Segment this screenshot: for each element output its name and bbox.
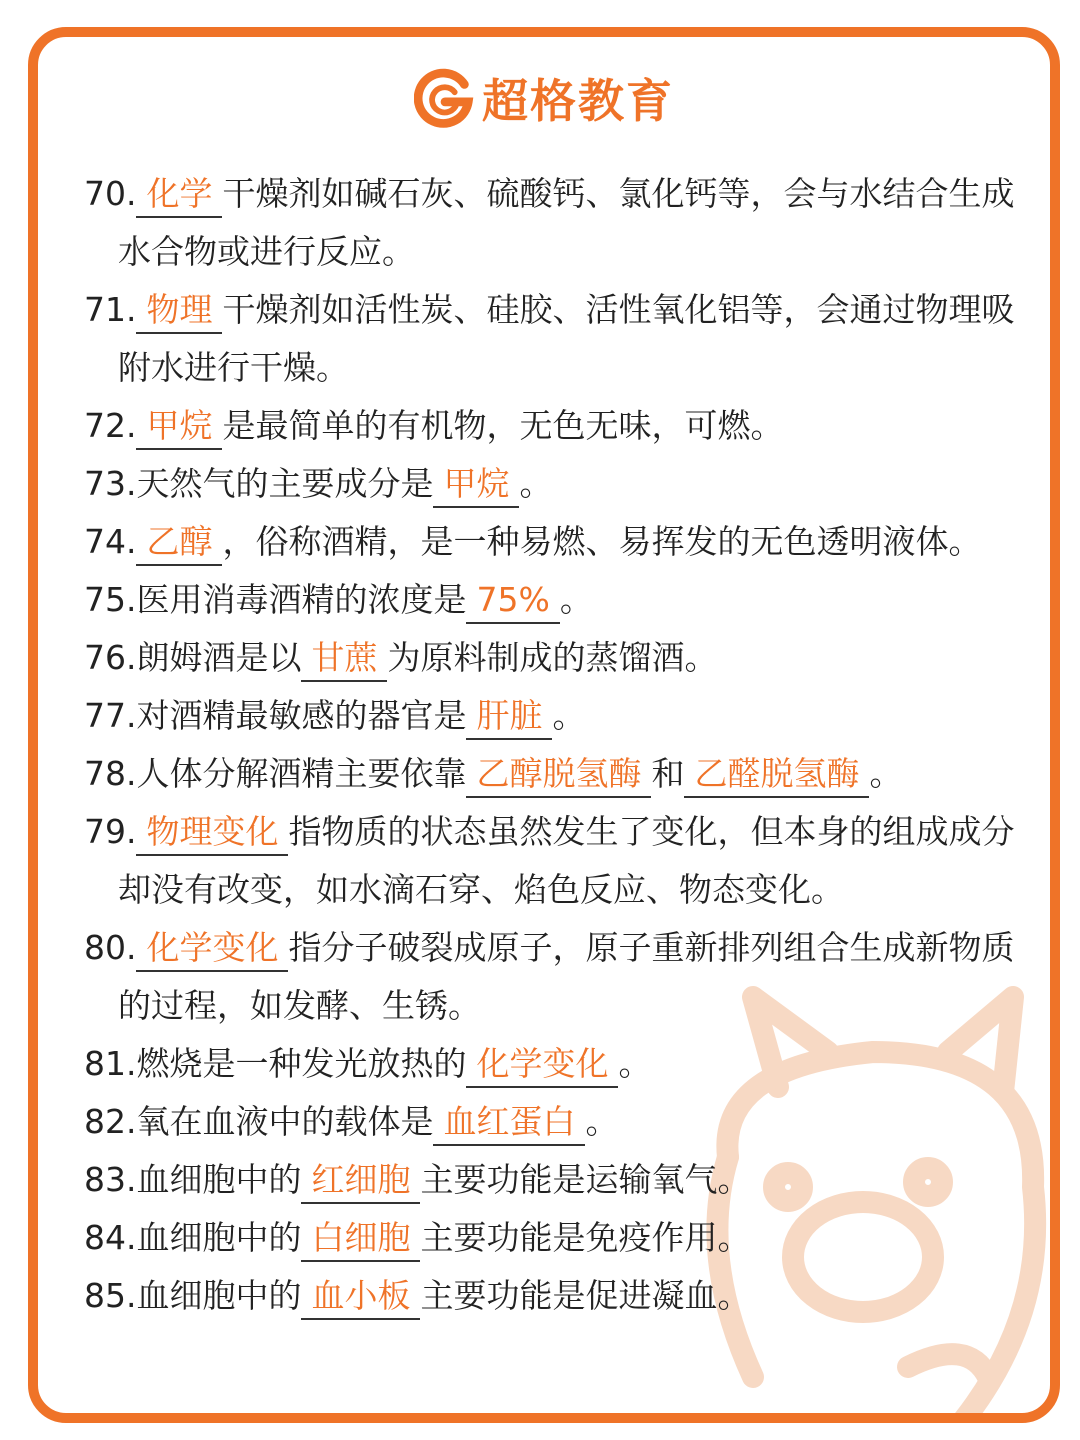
item-text: 医用消毒酒精的浓度是 — [136, 580, 467, 619]
item-text: 朗姆酒是以 — [136, 638, 302, 677]
item-text: ，俗称酒精，是一种易燃、易挥发的无色透明液体。 — [222, 522, 982, 561]
item-text: 。 — [559, 580, 593, 619]
item-text: 天然气的主要成分是 — [136, 464, 434, 503]
item-text: 干燥剂如活性炭、硅胶、活性氧化铝等，会通过物理吸附水进行干燥。 — [118, 290, 1015, 387]
list-item — [84, 1035, 1022, 1093]
answer-blank: 乙醇 — [136, 520, 222, 566]
answer-blank: 乙醛脱氢酶 — [684, 752, 869, 798]
brand-logo — [38, 65, 1050, 131]
answer-blank: 物理 — [136, 288, 222, 334]
item-number: 72. — [84, 406, 137, 445]
item-number: 82. — [84, 1102, 137, 1141]
list-item — [84, 919, 1022, 1035]
item-number: 83. — [84, 1160, 137, 1199]
answer-blank: 甲烷 — [433, 462, 519, 508]
list-item — [84, 397, 1022, 455]
list-item — [84, 1267, 1022, 1325]
list-item — [84, 281, 1022, 397]
item-number: 71. — [84, 290, 137, 329]
item-text: 对酒精最敏感的器官是 — [136, 696, 467, 735]
list-item — [84, 1093, 1022, 1151]
item-number: 77. — [84, 696, 137, 735]
item-text: 主要功能是促进凝血。 — [420, 1276, 751, 1315]
item-number: 79. — [84, 812, 137, 851]
answer-blank: 甘蔗 — [301, 636, 387, 682]
answer-blank: 75% — [466, 578, 559, 624]
answer-blank: 血小板 — [301, 1274, 420, 1320]
list-item — [84, 1209, 1022, 1267]
answer-blank: 乙醇脱氢酶 — [466, 752, 651, 798]
item-text: 主要功能是运输氧气。 — [420, 1160, 751, 1199]
answer-blank: 肝脏 — [466, 694, 552, 740]
list-item — [84, 1151, 1022, 1209]
item-text: 。 — [585, 1102, 619, 1141]
item-number: 73. — [84, 464, 137, 503]
answer-blank: 血红蛋白 — [433, 1100, 585, 1146]
item-text: 干燥剂如碱石灰、硫酸钙、氯化钙等，会与水结合生成水合物或进行反应。 — [118, 174, 1015, 271]
item-text: 为原料制成的蒸馏酒。 — [387, 638, 718, 677]
answer-blank: 甲烷 — [136, 404, 222, 450]
item-text: 。 — [552, 696, 586, 735]
item-number: 81. — [84, 1044, 137, 1083]
list-item — [84, 687, 1022, 745]
list-item — [84, 803, 1022, 919]
list-item — [84, 165, 1022, 281]
answer-blank: 白细胞 — [301, 1216, 420, 1262]
item-text: 血细胞中的 — [136, 1160, 302, 1199]
item-text: 是最简单的有机物，无色无味，可燃。 — [222, 406, 784, 445]
question-list — [38, 165, 1050, 1325]
item-number: 85. — [84, 1276, 137, 1315]
answer-blank: 化学变化 — [136, 926, 288, 972]
item-number: 84. — [84, 1218, 137, 1257]
answer-blank: 化学变化 — [466, 1042, 618, 1088]
item-text: 氧在血液中的载体是 — [136, 1102, 434, 1141]
list-item — [84, 513, 1022, 571]
answer-blank: 化学 — [136, 172, 222, 218]
item-text: 血细胞中的 — [136, 1218, 302, 1257]
list-item — [84, 455, 1022, 513]
list-item — [84, 745, 1022, 803]
item-number: 70. — [84, 174, 137, 213]
item-number: 80. — [84, 928, 137, 967]
item-text: 。 — [519, 464, 553, 503]
item-text: 指分子破裂成原子，原子重新排列组合生成新物质的过程，如发酵、生锈。 — [118, 928, 1015, 1025]
answer-blank: 红细胞 — [301, 1158, 420, 1204]
item-text: 。 — [869, 754, 903, 793]
item-text: 。 — [618, 1044, 652, 1083]
item-number: 76. — [84, 638, 137, 677]
brand-g-logo-icon — [414, 67, 476, 129]
item-number: 78. — [84, 754, 137, 793]
brand-name: 超格教育 — [482, 74, 674, 128]
item-number: 75. — [84, 580, 137, 619]
item-text: 主要功能是免疫作用。 — [420, 1218, 751, 1257]
item-text: 和 — [651, 754, 685, 793]
content-card — [28, 27, 1060, 1423]
item-text: 燃烧是一种发光放热的 — [136, 1044, 467, 1083]
item-text: 指物质的状态虽然发生了变化，但本身的组成成分却没有改变，如水滴石穿、焰色反应、物态变化。 — [118, 812, 1015, 909]
list-item — [84, 571, 1022, 629]
item-number: 74. — [84, 522, 137, 561]
answer-blank: 物理变化 — [136, 810, 288, 856]
list-item — [84, 629, 1022, 687]
item-text: 人体分解酒精主要依靠 — [136, 754, 467, 793]
item-text: 血细胞中的 — [136, 1276, 302, 1315]
